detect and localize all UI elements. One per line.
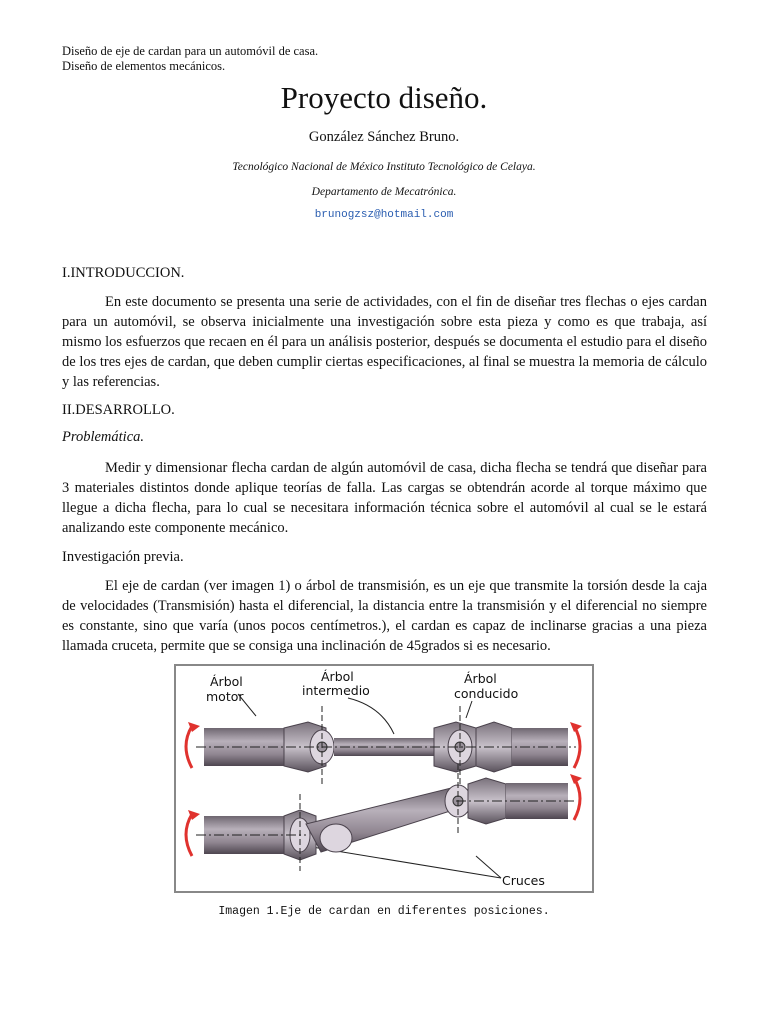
cardan-shaft-illustration	[176, 666, 592, 891]
development-heading: II.DESARROLLO.	[62, 402, 175, 418]
problem-paragraph: Medir y dimensionar flecha cardan de algún automóvil de casa, dicha flecha se tendrá que diseñar para 3 materiales distintos donde aplique teorías de falla. Las cargas se obtendrán acorde al torque máximo que llegue a dicha flecha, para lo cual se necesitara información técnica sobre el automóvil al cual se le estará analizando este componente mecánico.	[62, 460, 707, 536]
intro-heading: I.INTRODUCCION.	[62, 265, 185, 281]
header-line-2: Diseño de elementos mecánicos.	[62, 59, 226, 73]
intro-paragraph: En este documento se presenta una serie de actividades, con el fin de diseñar tres flechas o ejes cardan para un automóvil, se observa inicialmente una investigación sobre esta pieza y como es que trabaja, así mismo los esfuerzos que recaen en él para un análisis posterior, después se documenta el estudio para el diseño de los tres ejes de cardan, que deben cumplir ciertas especificaciones, al final se muestra la memoria de cálculo y las referencias.	[62, 294, 707, 390]
label-cond-2: conducido	[454, 686, 519, 701]
header-line-1: Diseño de eje de cardan para un automóvil de casa.	[62, 44, 319, 58]
label-inter-2: intermedio	[302, 683, 370, 698]
author-name: González Sánchez Bruno.	[308, 129, 460, 145]
running-header	[62, 44, 318, 74]
label-cruces: Cruces	[502, 873, 545, 888]
department: Departamento de Mecatrónica.	[311, 186, 457, 198]
label-motor-1: Árbol	[210, 674, 243, 689]
research-paragraph: El eje de cardan (ver imagen 1) o árbol de transmisión, es un eje que transmite la torsión desde la caja de velocidades (Transmisión) hasta el diferencial, la distancia entre la transmisión y el diferencial no siempre es constante, sino que varía (unos pocos centímetros.), el cardan es capaz de inclinarse gracias a una pieza llamada cruceta, permite que se consiga una inclinación de 45grados si es necesario.	[62, 578, 707, 654]
top-assembly	[196, 706, 576, 784]
label-motor-2: motor	[206, 689, 244, 704]
bottom-assembly	[196, 764, 576, 871]
cardan-shaft-figure	[174, 664, 594, 893]
email-link[interactable]: brunogzsz@hotmail.com	[314, 209, 454, 221]
document-title: Proyecto diseño.	[280, 80, 488, 115]
problem-heading: Problemática.	[62, 429, 145, 445]
label-cond-1: Árbol	[464, 671, 497, 686]
research-heading: Investigación previa.	[62, 549, 184, 565]
figure-caption: Imagen 1.Eje de cardan en diferentes posiciones.	[218, 905, 550, 918]
institution: Tecnológico Nacional de México Instituto Tecnológico de Celaya.	[232, 161, 536, 173]
label-inter-1: Árbol	[321, 669, 354, 684]
